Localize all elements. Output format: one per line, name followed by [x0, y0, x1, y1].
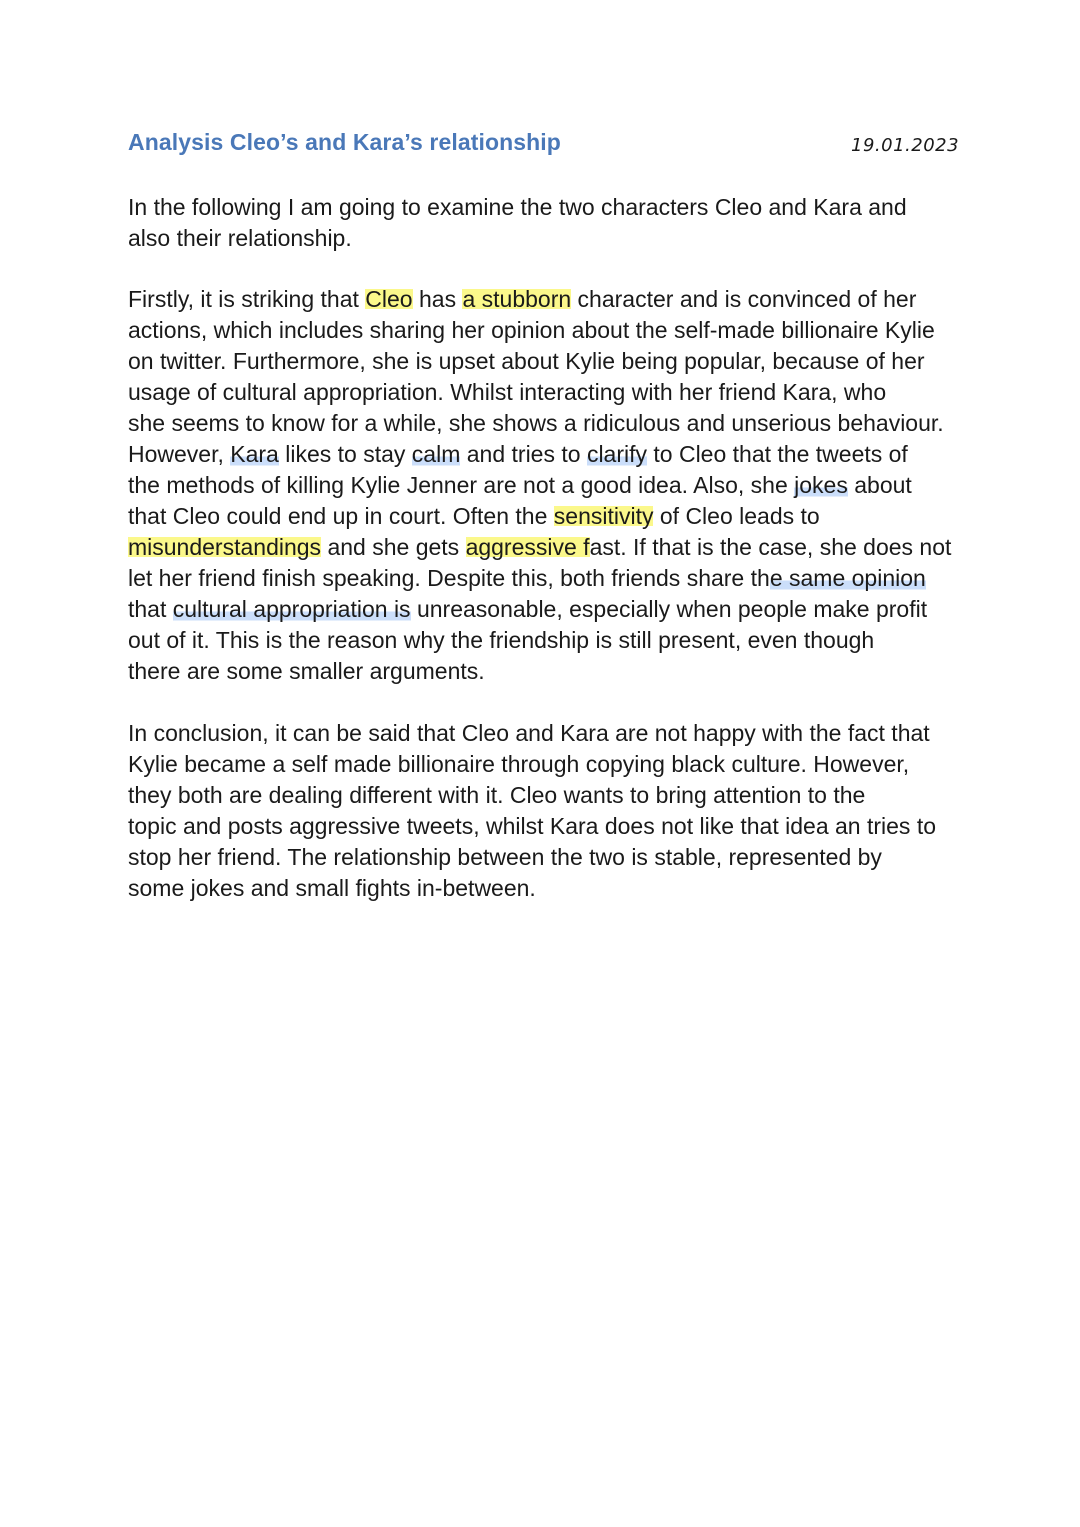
text-line: In conclusion, it can be said that Cleo and Kara are not happy with the fact that	[128, 720, 930, 746]
text-line	[128, 594, 958, 625]
document-date: 19.01.2023	[851, 135, 960, 156]
text-line	[128, 284, 958, 315]
text-segment: on twitter. Furthermore, she is upset about Kylie being popular, because of her	[128, 348, 925, 374]
text-line	[128, 532, 958, 563]
document-title: Analysis Cleo’s and Kara’s relationship	[128, 129, 561, 155]
highlight-yellow: Cleo	[365, 286, 413, 312]
text-segment: there are some smaller arguments.	[128, 658, 485, 684]
highlight-blue: clarify	[586, 441, 647, 467]
text-segment: However,	[128, 441, 231, 467]
text-segment: and she gets	[321, 534, 466, 560]
text-line	[128, 656, 958, 687]
highlight-blue: calm	[411, 441, 461, 467]
paragraph-intro	[128, 192, 958, 254]
text-line	[128, 625, 958, 656]
text-line	[128, 377, 958, 408]
highlight-blue: cultural appropriation is	[172, 596, 411, 622]
paragraph-analysis	[128, 284, 958, 687]
text-segment: actions, which includes sharing her opinion about the self-made billionaire Kylie	[128, 317, 935, 343]
text-segment: ast. If that is the case, she does not	[589, 534, 952, 560]
text-segment: usage of cultural appropriation. Whilst interacting with her friend Kara, who	[128, 379, 887, 405]
highlight-yellow: aggressive f	[465, 534, 590, 560]
text-segment: likes to stay	[278, 441, 412, 467]
text-segment: that	[128, 596, 173, 622]
highlight-yellow: misunderstandings	[128, 534, 322, 560]
text-segment: Firstly, it is striking that	[128, 286, 366, 312]
highlight-blue: e same opinion	[769, 565, 926, 591]
text-segment: to Cleo that the tweets of	[647, 441, 908, 467]
text-line: Kylie became a self made billionaire through copying black culture. However,	[128, 751, 910, 777]
text-line	[128, 501, 958, 532]
text-line	[128, 563, 958, 594]
paragraph-conclusion	[128, 718, 958, 904]
text-line	[128, 470, 958, 501]
text-segment: she seems to know for a while, she shows a ridiculous and unserious behaviour.	[128, 410, 944, 436]
text-line: In the following I am going to examine the two characters Cleo and Kara and	[128, 194, 907, 220]
text-line: some jokes and small fights in-between.	[128, 875, 536, 901]
text-line: topic and posts aggressive tweets, whilst Kara does not like that idea an tries to	[128, 813, 936, 839]
text-segment: has	[412, 286, 463, 312]
text-segment: of Cleo leads to	[653, 503, 820, 529]
text-segment: out of it. This is the reason why the friendship is still present, even though	[128, 627, 875, 653]
text-segment: the methods of killing Kylie Jenner are not a good idea. Also, she	[128, 472, 795, 498]
text-line	[128, 315, 958, 346]
text-line	[128, 346, 958, 377]
text-segment: unreasonable, especially when people make profit	[410, 596, 928, 622]
text-segment: let her friend finish speaking. Despite this, both friends share th	[128, 565, 770, 591]
highlight-blue: jokes	[794, 472, 848, 498]
text-line: they both are dealing different with it. Cleo wants to bring attention to the	[128, 782, 866, 808]
text-line: stop her friend. The relationship between the two is stable, represented by	[128, 844, 882, 870]
highlight-yellow: a stubborn	[462, 286, 572, 312]
text-line	[128, 408, 958, 439]
text-segment: about	[847, 472, 912, 498]
text-line: also their relationship.	[128, 225, 352, 251]
text-segment: that Cleo could end up in court. Often the	[128, 503, 554, 529]
highlight-blue: Kara	[230, 441, 279, 467]
highlight-yellow: sensitivity	[553, 503, 654, 529]
text-segment: character and is convinced of her	[571, 286, 917, 312]
text-line	[128, 439, 958, 470]
text-segment: and tries to	[460, 441, 587, 467]
